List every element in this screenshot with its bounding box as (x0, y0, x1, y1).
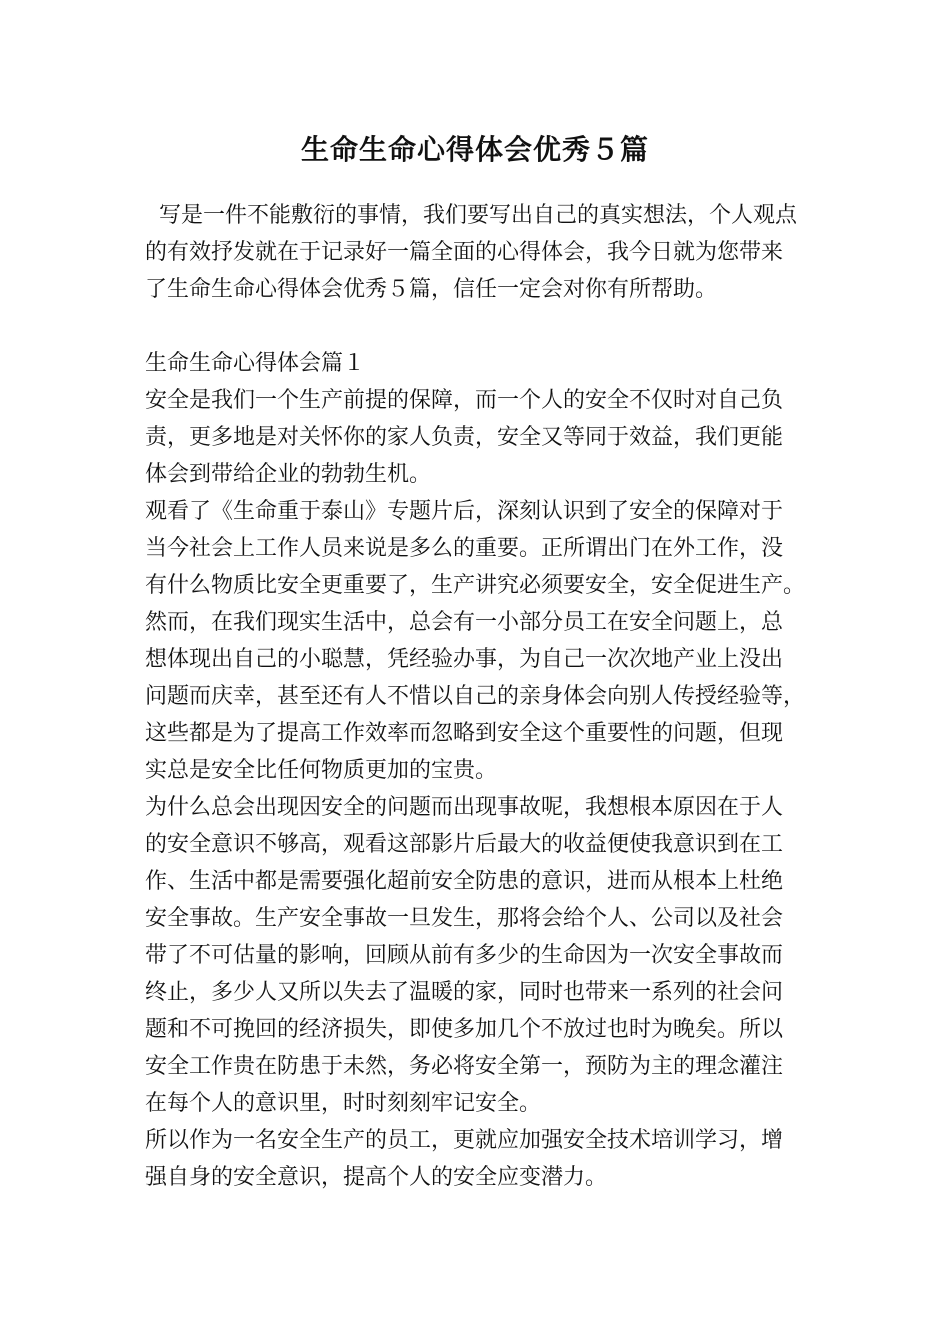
body-line: 强自身的安全意识，提高个人的安全应变潜力。 (145, 1165, 608, 1190)
body-line: 带了不可估量的影响，回顾从前有多少的生命因为一次安全事故而 (145, 943, 784, 968)
body-line: 安全工作贵在防患于未然，务必将安全第一，预防为主的理念灌注 (145, 1054, 784, 1079)
body-line: 实总是安全比任何物质更加的宝贵。 (145, 758, 498, 783)
body-line: 责，更多地是对关怀你的家人负责，安全又等同于效益，我们更能 (145, 425, 784, 450)
body-line: 在每个人的意识里，时时刻刻牢记安全。 (145, 1091, 542, 1116)
body-line: 作、生活中都是需要强化超前安全防患的意识，进而从根本上杜绝 (145, 869, 784, 894)
document-body (145, 197, 817, 1196)
body-line: 安全是我们一个生产前提的保障，而一个人的安全不仅时对自己负 (145, 388, 784, 413)
body-line: 体会到带给企业的勃勃生机。 (145, 462, 432, 487)
body-line: 当今社会上工作人员来说是多么的重要。正所谓出门在外工作，没 (145, 536, 784, 561)
section-heading: 生命生命心得体会篇１ (145, 351, 366, 376)
body-line: 想体现出自己的小聪慧，凭经验办事，为自己一次次地产业上没出 (145, 647, 784, 672)
body-line: 问题而庆幸，甚至还有人不惜以自己的亲身体会向别人传授经验等， (145, 684, 806, 709)
document-title: 生命生命心得体会优秀５篇 (300, 133, 649, 166)
body-line: 终止，多少人又所以失去了温暖的家，同时也带来一系列的社会问 (145, 980, 784, 1005)
body-line: 然而，在我们现实生活中，总会有一小部分员工在安全问题上，总 (145, 610, 784, 635)
body-line: 这些都是为了提高工作效率而忽略到安全这个重要性的问题，但现 (145, 721, 784, 746)
intro-line: 写是一件不能敷衍的事情，我们要写出自己的真实想法，个人观点 (145, 203, 797, 228)
body-line: 有什么物质比安全更重要了，生产讲究必须要安全，安全促进生产。 (145, 573, 806, 598)
intro-line: 的有效抒发就在于记录好一篇全面的心得体会，我今日就为您带来 (145, 240, 784, 265)
body-line: 为什么总会出现因安全的问题而出现事故呢，我想根本原因在于人 (145, 795, 784, 820)
intro-line: 了生命生命心得体会优秀５篇，信任一定会对你有所帮助。 (145, 277, 718, 302)
body-line: 的安全意识不够高，观看这部影片后最大的收益便使我意识到在工 (145, 832, 784, 857)
body-line: 题和不可挽回的经济损失，即使多加几个不放过也时为晚矣。所以 (145, 1017, 784, 1042)
section-body (145, 382, 817, 1196)
paragraph-spacer (145, 308, 817, 345)
intro-paragraph (145, 197, 817, 308)
body-line: 所以作为一名安全生产的员工，更就应加强安全技术培训学习，增 (145, 1128, 784, 1153)
body-line: 观看了《生命重于泰山》专题片后，深刻认识到了安全的保障对于 (145, 499, 784, 524)
body-line: 安全事故。生产安全事故一旦发生，那将会给个人、公司以及社会 (145, 906, 784, 931)
